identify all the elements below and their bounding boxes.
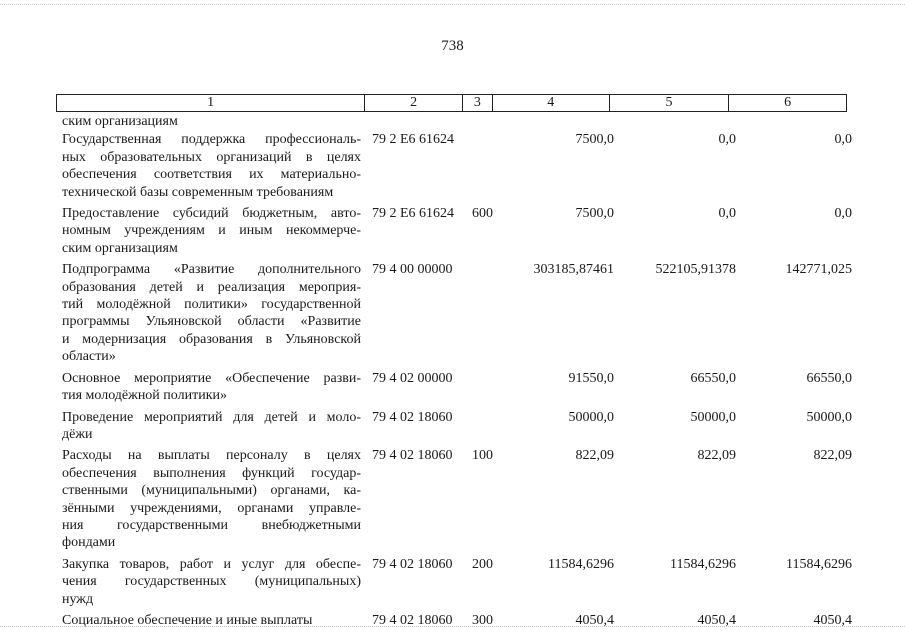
row-value-col6: 822,09 <box>813 448 852 464</box>
header-col-4: 4 <box>493 95 610 111</box>
table-row <box>62 131 852 201</box>
table-row <box>62 261 852 365</box>
table-row <box>62 113 852 130</box>
table-row <box>62 370 852 405</box>
row-target-code: 79 4 02 18060 <box>372 556 453 572</box>
header-col-6: 6 <box>784 95 792 110</box>
row-value-col4: 4050,4 <box>575 612 614 628</box>
description-line: дёжи <box>62 426 93 442</box>
description-line: Расходы на выплаты персоналу в целях <box>62 448 361 464</box>
row-expense-type <box>472 131 502 201</box>
header-col-1: 1 <box>57 95 365 111</box>
row-value-col4: 11584,6296 <box>548 556 614 572</box>
row-value-col6: 4050,4 <box>813 612 852 628</box>
description-line: Закупка товаров, работ и услуг для обеспе- <box>62 556 361 572</box>
budget-table-body <box>62 113 852 633</box>
description-line: тий молодёжной политики» государственной <box>62 297 361 313</box>
page-number: 738 <box>441 38 464 54</box>
description-line: ским организациям <box>62 114 178 129</box>
description-line: и модернизация образования в Ульяновской <box>62 331 361 347</box>
row-expense-type <box>472 409 502 444</box>
row-value-col4: 50000,0 <box>568 409 614 425</box>
row-value-col4 <box>502 113 614 130</box>
row-description <box>62 409 361 444</box>
description-line: номным учреждениям и иным некоммерче- <box>62 223 361 239</box>
row-value-col5 <box>614 113 736 130</box>
description-line: обеспечения выполнения функций государ- <box>62 465 361 481</box>
row-value-col5: 11584,6296 <box>670 556 736 572</box>
description-line: ским организациям <box>62 240 178 256</box>
description-line: области» <box>62 349 116 365</box>
row-value-col4: 91550,0 <box>568 370 614 386</box>
description-line: нужд <box>62 591 94 607</box>
table-row <box>62 447 852 551</box>
row-target-code: 79 2 Е6 61624 <box>372 132 455 148</box>
row-target-code: 79 4 02 18060 <box>372 409 453 425</box>
row-expense-type <box>472 113 502 130</box>
table-row <box>62 409 852 444</box>
row-description <box>62 205 361 257</box>
description-line: образования детей и реализация мероприя- <box>62 279 361 295</box>
description-line: Государственная поддержка профессиональ- <box>62 132 361 148</box>
row-value-col6: 0,0 <box>834 206 852 222</box>
table-header <box>56 94 847 112</box>
header-col-2: 2 <box>365 95 463 111</box>
description-line: Социальное обеспечение и иные выплаты <box>62 612 313 628</box>
description-line: технической базы современным требованиям <box>62 184 334 200</box>
row-expense-type: 600 <box>472 206 493 222</box>
row-description <box>62 113 361 130</box>
row-value-col6 <box>736 113 852 130</box>
row-value-col6: 142771,025 <box>785 262 852 278</box>
description-line: Подпрограмма «Развитие дополнительного <box>62 262 361 278</box>
description-line: чения государственных (муниципальных) <box>62 574 361 590</box>
row-value-col6: 66550,0 <box>806 370 852 386</box>
description-line: тия молодёжной политики» <box>62 388 227 404</box>
row-target-code: 79 4 02 00000 <box>372 370 453 386</box>
description-line: Предоставление субсидий бюджетным, авто- <box>62 206 361 222</box>
row-target-code: 79 4 00 00000 <box>372 262 453 278</box>
row-description <box>62 131 361 201</box>
table-row <box>62 556 852 608</box>
scan-edge-top <box>0 4 905 6</box>
header-col-3: 3 <box>463 95 493 111</box>
scan-edge-bottom <box>0 626 905 628</box>
row-value-col5: 0,0 <box>718 206 736 222</box>
row-value-col6: 0,0 <box>834 132 852 148</box>
row-expense-type: 200 <box>472 556 493 572</box>
row-expense-type: 300 <box>472 612 493 628</box>
row-value-col5: 4050,4 <box>697 612 736 628</box>
row-value-col5: 0,0 <box>718 132 736 148</box>
description-line: Основное мероприятие «Обеспечение разви- <box>62 370 361 386</box>
row-expense-type <box>472 261 502 365</box>
row-description <box>62 261 361 365</box>
header-col-5: 5 <box>610 95 730 111</box>
row-description <box>62 370 361 405</box>
row-target-code: 79 2 Е6 61624 <box>372 206 455 222</box>
row-target-code: 79 4 02 18060 <box>372 448 453 464</box>
row-value-col6: 50000,0 <box>806 409 852 425</box>
row-description <box>62 447 361 551</box>
row-value-col4: 303185,87461 <box>533 262 614 278</box>
row-target-code: 79 4 02 18060 <box>372 612 453 628</box>
row-expense-type: 100 <box>472 448 493 464</box>
description-line: ных образовательных организаций в целях <box>62 149 361 165</box>
description-line: Проведение мероприятий для детей и моло- <box>62 409 361 425</box>
description-line: обеспечения соответствия их материально- <box>62 167 361 183</box>
description-line: программы Ульяновской области «Развитие <box>62 314 361 330</box>
row-value-col5: 50000,0 <box>690 409 736 425</box>
row-description <box>62 556 361 608</box>
row-value-col4: 7500,0 <box>575 206 614 222</box>
description-line: ния государственными внебюджетными <box>62 517 361 533</box>
row-expense-type <box>472 370 502 405</box>
row-value-col4: 7500,0 <box>575 132 614 148</box>
row-value-col5: 822,09 <box>697 448 736 464</box>
description-line: фондами <box>62 535 116 551</box>
row-value-col4: 822,09 <box>575 448 614 464</box>
table-row <box>62 205 852 257</box>
row-value-col5: 66550,0 <box>690 370 736 386</box>
row-value-col5: 522105,91378 <box>655 262 736 278</box>
row-value-col6: 11584,6296 <box>786 556 852 572</box>
description-line: ственными (муниципальными) органами, ка- <box>62 483 361 499</box>
row-target-code <box>361 113 472 130</box>
description-line: зёнными учреждениями, органами управле- <box>62 500 361 516</box>
